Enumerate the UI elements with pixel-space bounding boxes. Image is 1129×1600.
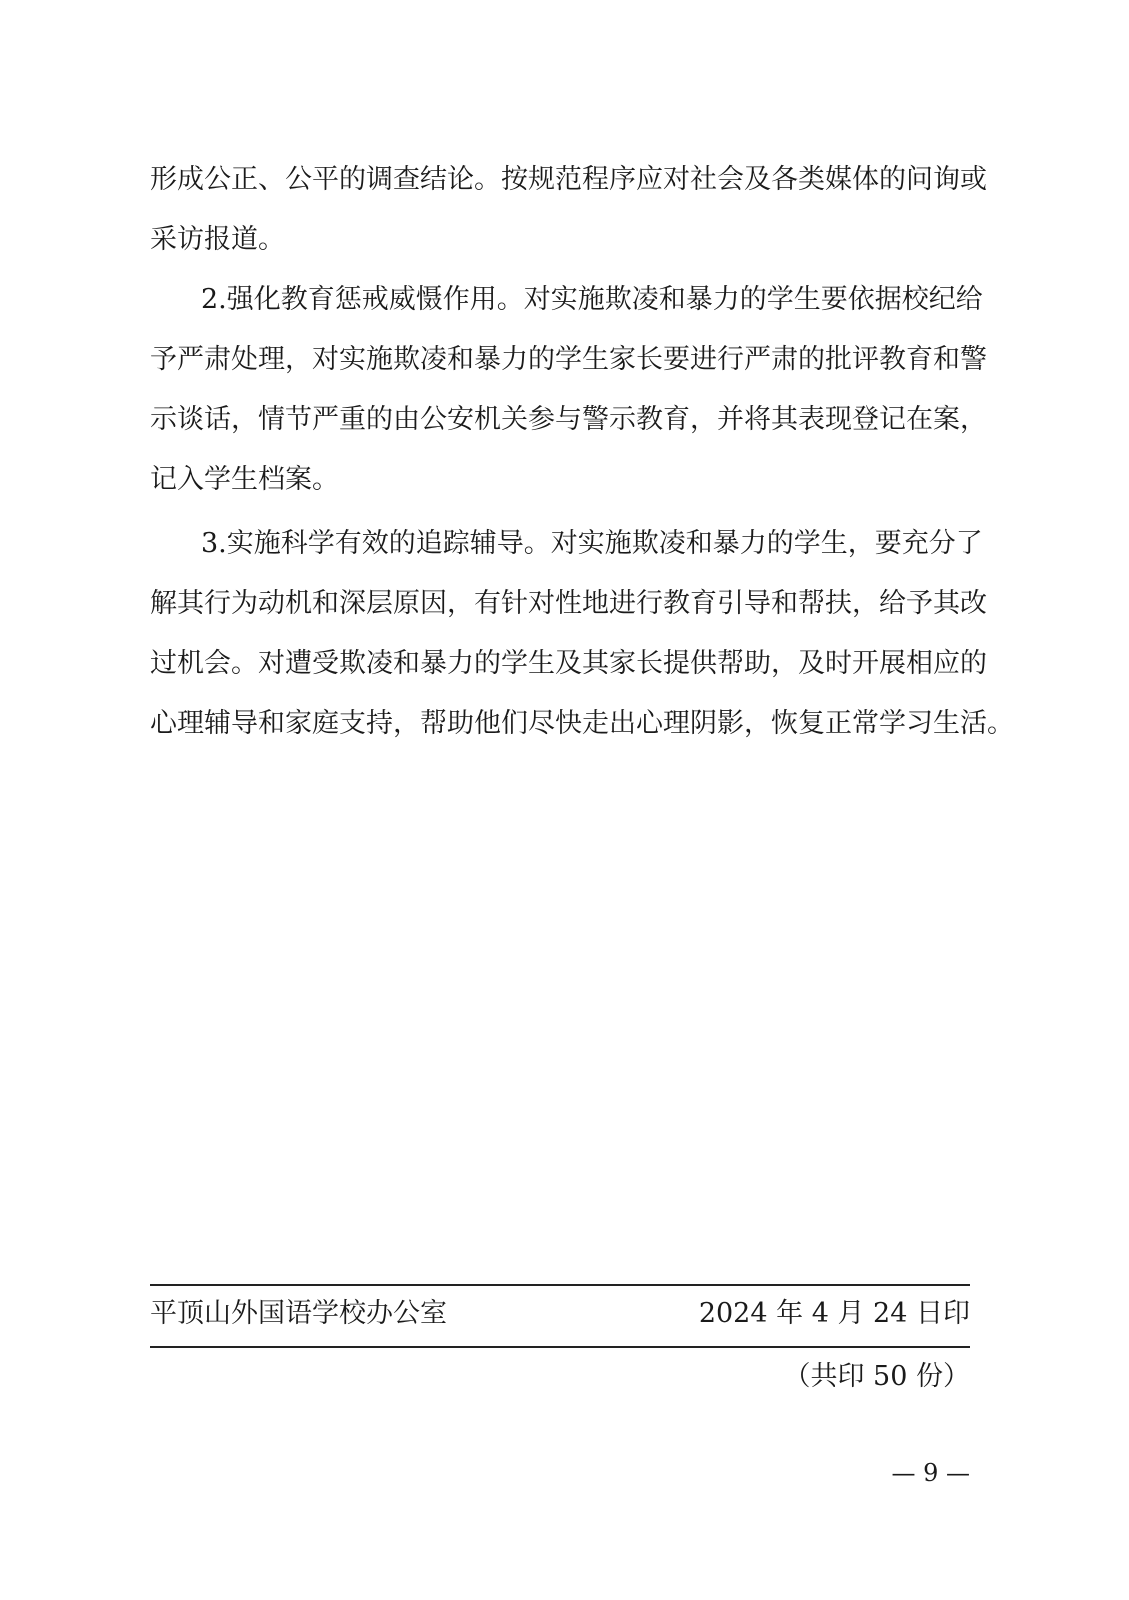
text-line: 示谈话，情节严重的由公安机关参与警示教育，并将其表现登记在案， <box>150 404 987 435</box>
text-line: 过机会。对遭受欺凌和暴力的学生及其家长提供帮助，及时开展相应的 <box>150 648 987 679</box>
text-line: 心理辅导和家庭支持，帮助他们尽快走出心理阴影，恢复正常学习生活。 <box>150 708 1014 739</box>
issuer-name: 平顶山外国语学校办公室 <box>150 1298 447 1329</box>
text-line: 予严肃处理，对实施欺凌和暴力的学生家长要进行严肃的批评教育和警 <box>150 344 987 375</box>
text-line: 3.实施科学有效的追踪辅导。对实施欺凌和暴力的学生，要充分了 <box>201 528 983 559</box>
print-date: 2024 年 4 月 24 日印 <box>698 1298 970 1329</box>
page-number: — 9 — <box>891 1459 970 1487</box>
footer-top-rule <box>150 1284 970 1286</box>
footer-bottom-rule <box>150 1346 970 1348</box>
text-line: 解其行为动机和深层原因，有针对性地进行教育引导和帮扶，给予其改 <box>150 588 987 619</box>
text-line: 采访报道。 <box>150 224 285 255</box>
copies-count: （共印 50 份） <box>783 1361 970 1392</box>
text-line: 形成公正、公平的调查结论。按规范程序应对社会及各类媒体的问询或 <box>150 164 987 195</box>
text-line: 记入学生档案。 <box>150 464 339 495</box>
text-line: 2.强化教育惩戒威慑作用。对实施欺凌和暴力的学生要依据校纪给 <box>201 284 983 315</box>
